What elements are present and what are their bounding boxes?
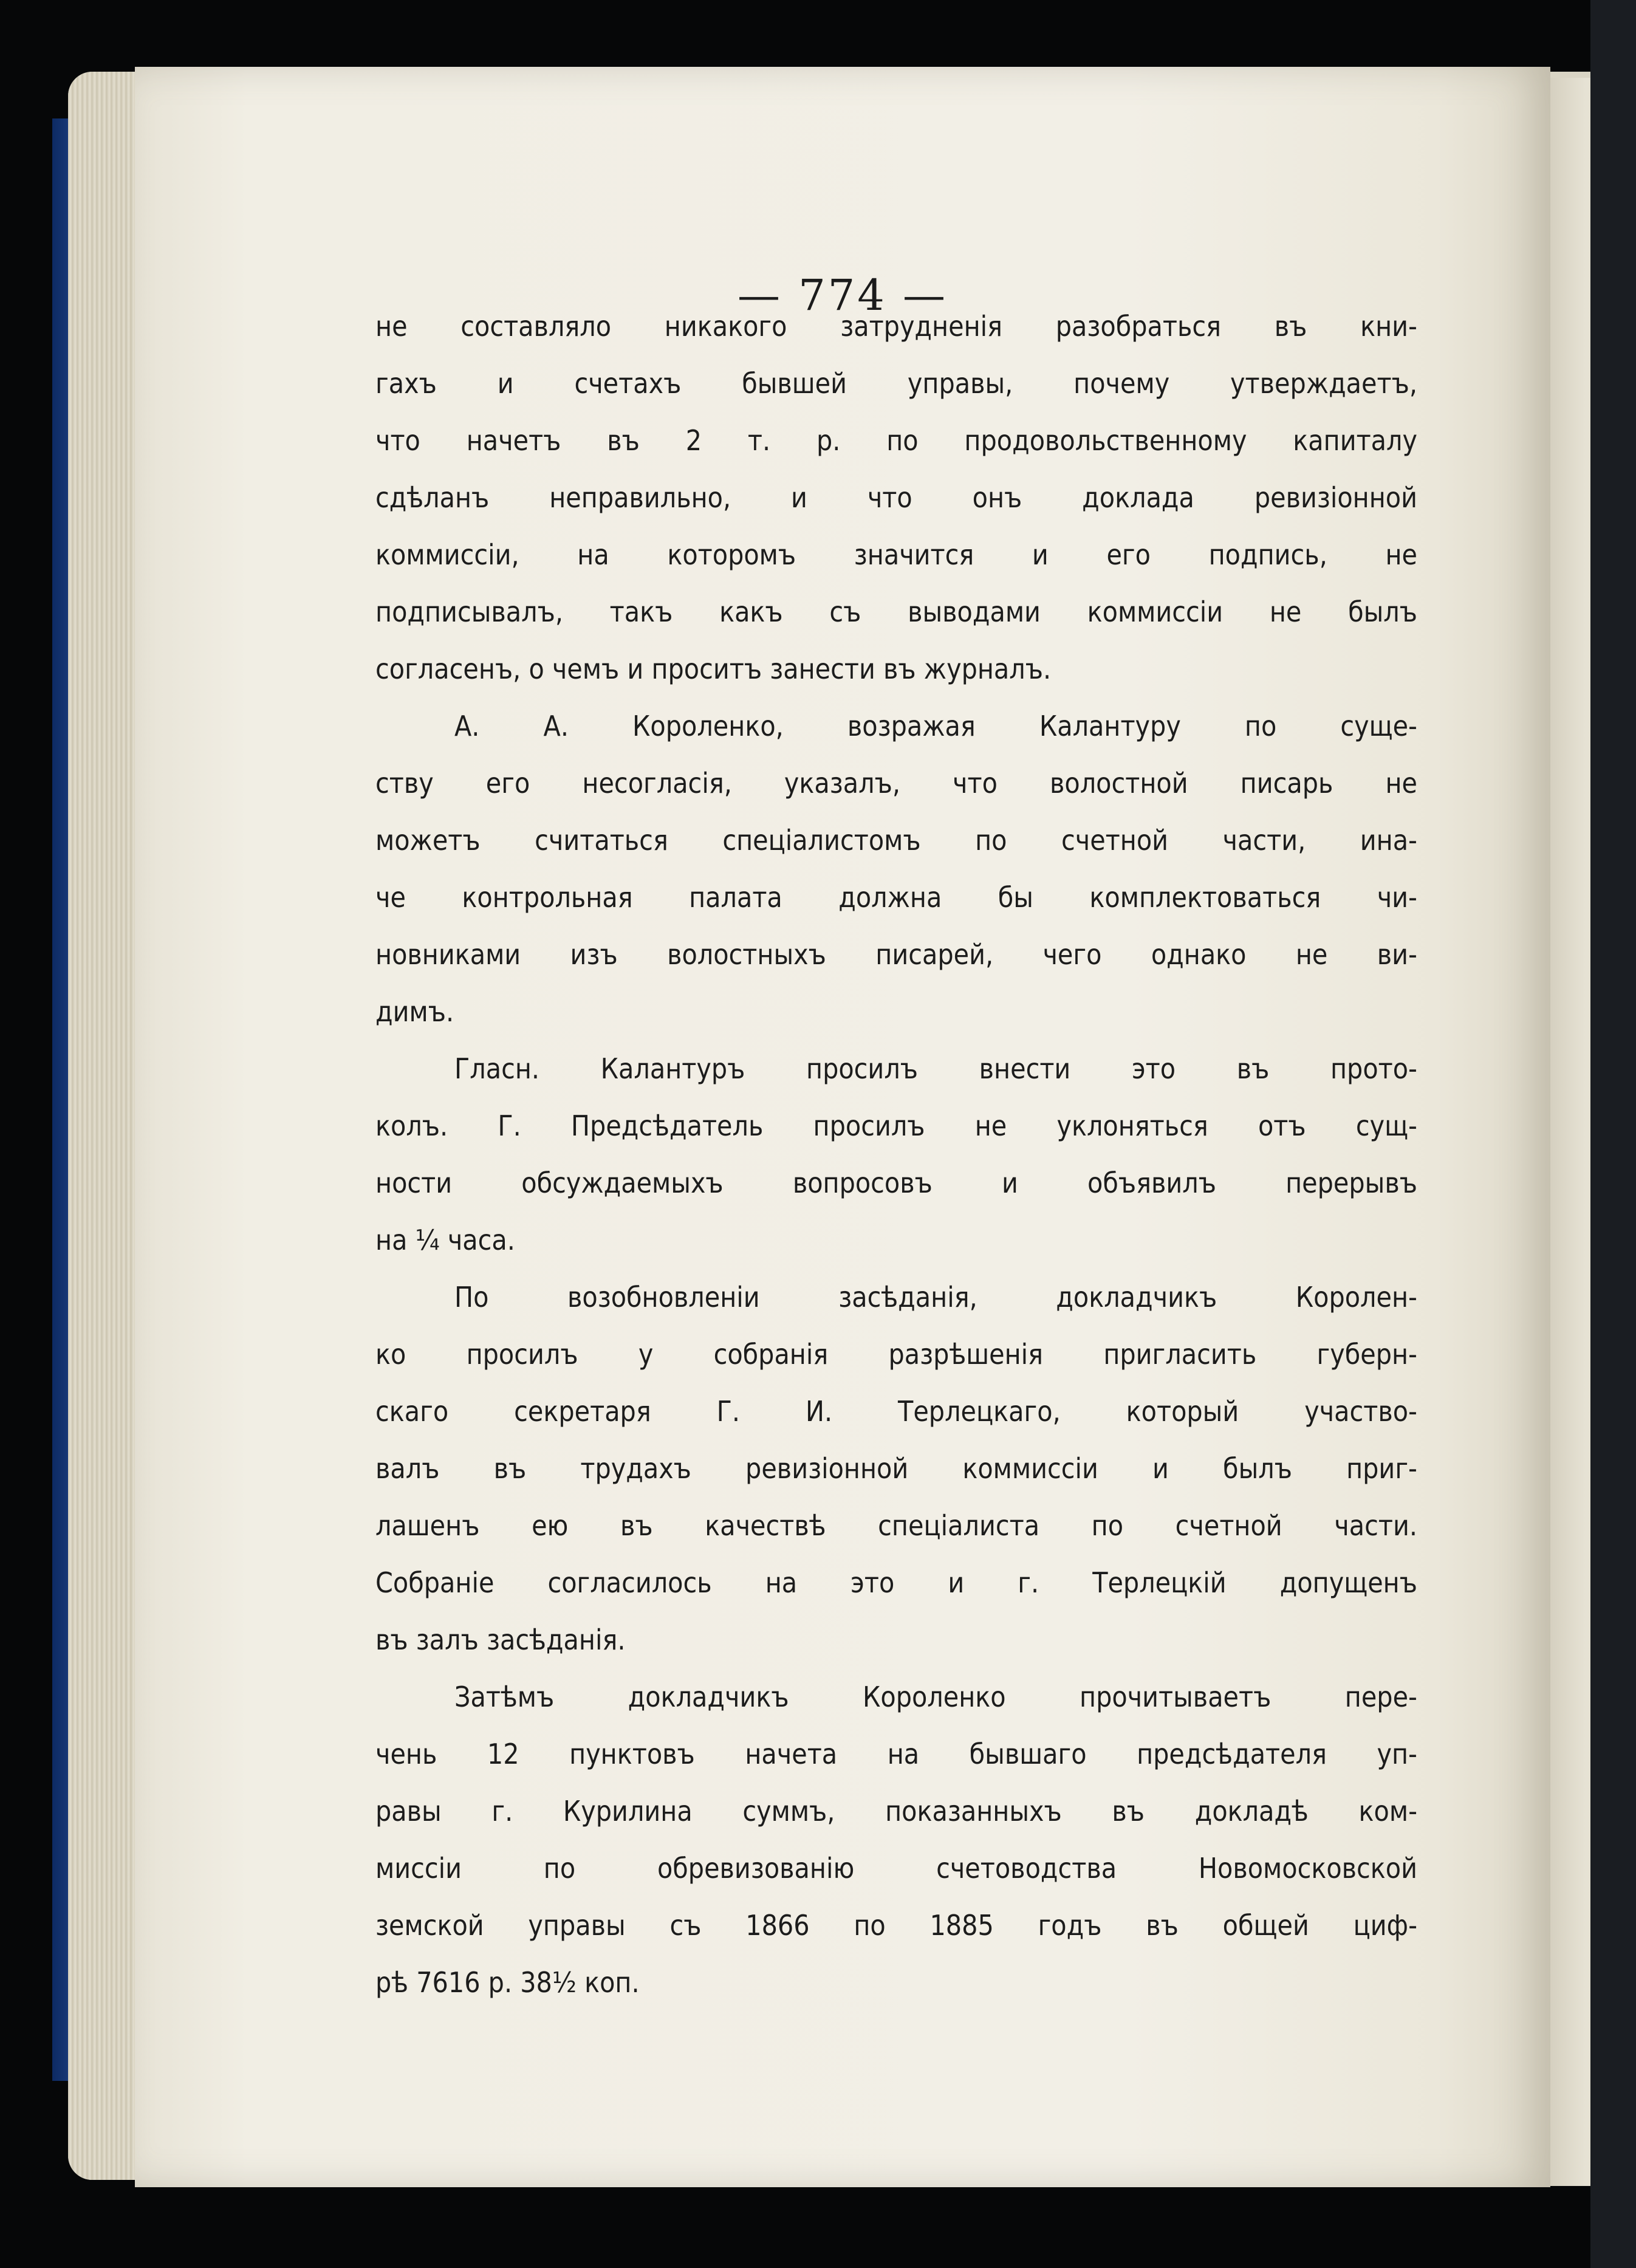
text-line: не составляло никакого затрудненія разобраться въ кни- — [375, 310, 1417, 343]
text-line: сдѣланъ неправильно, и что онъ доклада ревизіонной — [375, 481, 1417, 514]
text-line: По возобновленіи засѣданія, докладчикъ Королен- — [454, 1281, 1417, 1314]
text-line: ству его несогласія, указалъ, что волостной писарь не — [375, 767, 1417, 800]
text-line: въ залъ засѣданія. — [375, 1623, 626, 1656]
text-line: на ¼ часа. — [375, 1224, 515, 1256]
book-cover-edge — [1590, 0, 1636, 2268]
page-number: — 774 — — [737, 270, 948, 320]
text-line: коммиссіи, на которомъ значится и его подпись, не — [375, 538, 1417, 571]
text-line: Собраніе согласилось на это и г. Терлецкій допущенъ — [375, 1566, 1417, 1599]
text-line: ко просилъ у собранія разрѣшенія пригласить губерн- — [375, 1338, 1417, 1371]
text-line: лашенъ ею въ качествѣ спеціалиста по счетной части. — [375, 1509, 1417, 1542]
text-line: гахъ и счетахъ бывшей управы, почему утверждаетъ, — [375, 367, 1417, 400]
text-line: чень 12 пунктовъ начета на бывшаго предсѣдателя уп- — [375, 1738, 1417, 1770]
text-line: димъ. — [375, 995, 454, 1028]
text-line: скаго секретаря Г. И. Терлецкаго, который участво- — [375, 1395, 1417, 1428]
text-line: миссіи по обревизованію счетоводства Новомосковской — [375, 1852, 1417, 1885]
text-line: новниками изъ волостныхъ писарей, чего однако не ви- — [375, 938, 1417, 971]
text-line: можетъ считаться спеціалистомъ по счетной части, ина- — [375, 824, 1417, 857]
text-line: че контрольная палата должна бы комплектоваться чи- — [375, 881, 1417, 914]
text-line: земской управы съ 1866 по 1885 годъ въ общей циф- — [375, 1909, 1417, 1942]
text-line: Затѣмъ докладчикъ Короленко прочитываетъ пере- — [454, 1680, 1417, 1713]
body-text — [375, 298, 1417, 2011]
text-line: подписывалъ, такъ какъ съ выводами коммиссіи не былъ — [375, 595, 1417, 628]
text-line: Гласн. Калантуръ просилъ внести это въ прото- — [454, 1052, 1417, 1085]
text-line: ности обсуждаемыхъ вопросовъ и объявилъ перерывъ — [375, 1167, 1417, 1199]
text-line: рѣ 7616 р. 38½ коп. — [375, 1966, 640, 1999]
text-line: А. А. Короленко, возражая Калантуру по суще- — [454, 710, 1417, 742]
text-line: согласенъ, о чемъ и проситъ занести въ журналъ. — [375, 653, 1052, 685]
text-line: что начетъ въ 2 т. р. по продовольственному капиталу — [375, 424, 1417, 457]
text-line: колъ. Г. Предсѣдатель просилъ не уклоняться отъ сущ- — [375, 1109, 1417, 1142]
text-line: равы г. Курилина суммъ, показанныхъ въ докладѣ ком- — [375, 1795, 1417, 1828]
text-line: валъ въ трудахъ ревизіонной коммиссіи и былъ приг- — [375, 1452, 1417, 1485]
